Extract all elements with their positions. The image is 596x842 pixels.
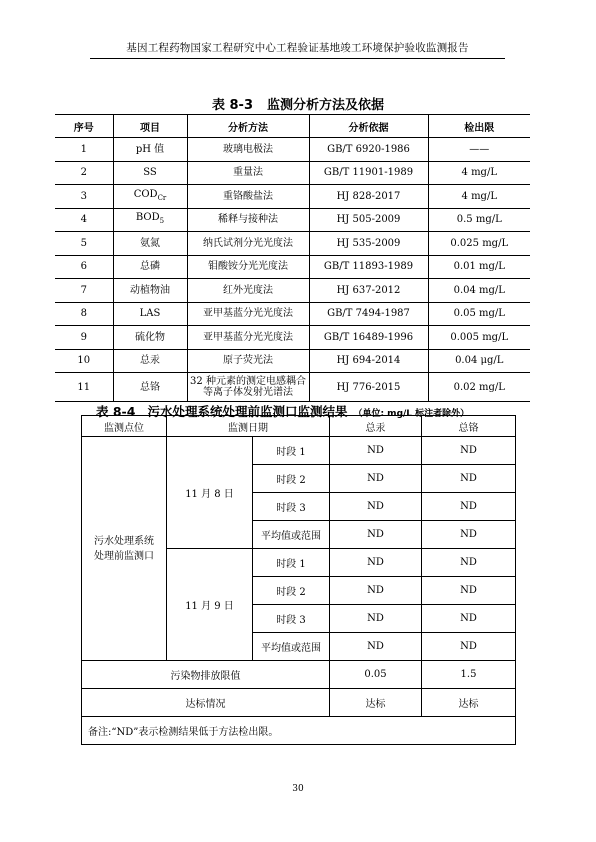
row-number: 7 — [55, 279, 113, 303]
page-number: 30 — [292, 784, 304, 794]
item-cell — [113, 161, 187, 185]
monitoring-location — [82, 437, 167, 661]
remark-text: 备注:“ND”表示检测结果低于方法检出限。 — [82, 717, 516, 745]
method-cell — [187, 185, 309, 209]
mercury-value: ND — [330, 437, 422, 465]
page-header: 基因工程药物国家工程研究中心工程验证基地竣工环境保护验收监测报告 — [90, 40, 505, 59]
date-day-2: 11 月 9 日 — [167, 549, 253, 661]
basis-cell: HJ 776-2015 — [309, 373, 428, 402]
chromium-value: ND — [422, 437, 516, 465]
chromium-value: ND — [422, 633, 516, 661]
date-day-1: 11 月 8 日 — [167, 437, 253, 549]
period-label: 平均值或范围 — [253, 633, 330, 661]
item-cell — [113, 255, 187, 279]
item-name: pH 值 — [135, 143, 165, 155]
method-cell — [187, 208, 309, 232]
detection-limit-cell: 0.005 mg/L — [428, 326, 530, 350]
header-no: 序号 — [55, 115, 113, 138]
table-8-4-caption: 污水处理系统处理前监测口监测结果 — [147, 404, 348, 419]
chromium-value: ND — [422, 577, 516, 605]
period-label: 时段 2 — [253, 465, 330, 493]
table-row — [55, 232, 530, 256]
row-number: 4 — [55, 208, 113, 232]
item-name: LAS — [139, 308, 161, 320]
chromium-value: ND — [422, 493, 516, 521]
table-row — [82, 437, 516, 465]
item-name: BOD — [135, 212, 160, 224]
period-label: 时段 2 — [253, 577, 330, 605]
method-cell — [187, 138, 309, 162]
method-text: 红外光度法 — [223, 284, 273, 296]
chromium-value: ND — [422, 465, 516, 493]
basis-cell: GB/T 11893-1989 — [309, 255, 428, 279]
item-cell — [113, 302, 187, 326]
header-chromium: 总铬 — [422, 416, 516, 437]
table-row — [55, 138, 530, 162]
item-cell — [113, 279, 187, 303]
compliance-mercury: 达标 — [330, 689, 422, 717]
table-row — [55, 185, 530, 209]
row-number: 1 — [55, 138, 113, 162]
table-row — [55, 373, 530, 402]
location-line-1: 污水处理系统 — [94, 535, 154, 547]
mercury-value: ND — [330, 493, 422, 521]
unit-note: （单位: mg/L 标注者除外） — [353, 409, 470, 419]
header-method: 分析方法 — [187, 115, 309, 138]
item-name: COD — [133, 188, 158, 200]
method-text-line-2: 等离子体发射光谱法 — [203, 387, 293, 398]
mercury-value: ND — [330, 577, 422, 605]
basis-cell: HJ 637-2012 — [309, 279, 428, 303]
limit-row — [82, 661, 516, 689]
method-cell — [187, 302, 309, 326]
item-name: 总汞 — [140, 355, 160, 367]
table-header-row — [55, 115, 530, 138]
table-header-row — [82, 416, 516, 437]
header-date: 监测日期 — [167, 416, 330, 437]
method-cell — [187, 279, 309, 303]
table-row — [55, 326, 530, 350]
method-cell — [187, 161, 309, 185]
method-cell — [187, 373, 309, 402]
method-cell — [187, 255, 309, 279]
table-8-3-title — [0, 94, 596, 113]
basis-cell: HJ 505-2009 — [309, 208, 428, 232]
chromium-value: ND — [422, 521, 516, 549]
method-text: 亚甲基蓝分光光度法 — [203, 308, 293, 320]
period-label: 时段 3 — [253, 605, 330, 633]
limit-chromium: 1.5 — [422, 661, 516, 689]
item-name: 氨氮 — [140, 237, 160, 249]
row-number: 8 — [55, 302, 113, 326]
table-row — [55, 349, 530, 373]
item-subscript: 5 — [159, 217, 165, 226]
detection-limit-cell: 4 mg/L — [428, 185, 530, 209]
detection-limit-cell: 0.025 mg/L — [428, 232, 530, 256]
compliance-row — [82, 689, 516, 717]
period-label: 时段 1 — [253, 549, 330, 577]
monitoring-results-table — [81, 415, 516, 745]
table-8-3-caption: 监测分析方法及依据 — [267, 98, 385, 113]
chromium-value: ND — [422, 549, 516, 577]
detection-limit-cell: 0.01 mg/L — [428, 255, 530, 279]
item-cell — [113, 232, 187, 256]
basis-cell: HJ 828-2017 — [309, 185, 428, 209]
table-row — [55, 161, 530, 185]
header-mercury: 总汞 — [330, 416, 422, 437]
mercury-value: ND — [330, 549, 422, 577]
method-text: 稀释与接种法 — [218, 214, 278, 226]
header-basis: 分析依据 — [309, 115, 428, 138]
item-name: 总铬 — [140, 381, 160, 393]
mercury-value: ND — [330, 521, 422, 549]
detection-limit-cell: —— — [428, 138, 530, 162]
header-limit: 检出限 — [428, 115, 530, 138]
detection-limit-cell: 0.04 μg/L — [428, 349, 530, 373]
basis-cell: GB/T 7494-1987 — [309, 302, 428, 326]
remark-row — [82, 717, 516, 745]
period-label: 时段 3 — [253, 493, 330, 521]
compliance-chromium: 达标 — [422, 689, 516, 717]
location-line-2: 处理前监测口 — [94, 550, 154, 562]
detection-limit-cell: 4 mg/L — [428, 161, 530, 185]
method-text: 玻璃电极法 — [223, 143, 273, 155]
item-cell — [113, 138, 187, 162]
detection-limit-cell: 0.5 mg/L — [428, 208, 530, 232]
basis-cell: HJ 535-2009 — [309, 232, 428, 256]
method-cell — [187, 326, 309, 350]
mercury-value: ND — [330, 465, 422, 493]
table-row — [55, 255, 530, 279]
header-location: 监测点位 — [82, 416, 167, 437]
compliance-label: 达标情况 — [82, 689, 330, 717]
basis-cell: HJ 694-2014 — [309, 349, 428, 373]
table-row — [55, 208, 530, 232]
mercury-value: ND — [330, 605, 422, 633]
method-text: 重量法 — [233, 167, 263, 179]
item-cell — [113, 208, 187, 232]
table-8-4-number: 表 8-4 — [96, 404, 136, 419]
detection-limit-cell: 0.05 mg/L — [428, 302, 530, 326]
detection-limit-cell: 0.02 mg/L — [428, 373, 530, 402]
period-label: 平均值或范围 — [253, 521, 330, 549]
row-number: 9 — [55, 326, 113, 350]
detection-limit-cell: 0.04 mg/L — [428, 279, 530, 303]
item-cell — [113, 373, 187, 402]
method-text: 原子荧光法 — [223, 355, 273, 367]
item-name: 硫化物 — [135, 331, 165, 343]
table-8-3-number: 表 8-3 — [211, 98, 253, 113]
analysis-methods-table — [55, 114, 530, 402]
table-row — [55, 279, 530, 303]
item-subscript: Cr — [157, 193, 167, 202]
item-name: 动植物油 — [130, 284, 170, 296]
method-text: 钼酸铵分光光度法 — [208, 261, 288, 273]
item-cell — [113, 185, 187, 209]
period-label: 时段 1 — [253, 437, 330, 465]
item-cell — [113, 326, 187, 350]
basis-cell: GB/T 11901-1989 — [309, 161, 428, 185]
row-number: 11 — [55, 373, 113, 402]
row-number: 2 — [55, 161, 113, 185]
method-text: 重铬酸盐法 — [223, 190, 273, 202]
row-number: 3 — [55, 185, 113, 209]
row-number: 6 — [55, 255, 113, 279]
chromium-value: ND — [422, 605, 516, 633]
mercury-value: ND — [330, 633, 422, 661]
item-name: 总磷 — [140, 261, 160, 273]
header-item: 项目 — [113, 115, 187, 138]
row-number: 10 — [55, 349, 113, 373]
method-text: 亚甲基蓝分光光度法 — [203, 331, 293, 343]
table-row — [55, 302, 530, 326]
item-name: SS — [143, 167, 157, 179]
item-cell — [113, 349, 187, 373]
basis-cell: GB/T 16489-1996 — [309, 326, 428, 350]
limit-label: 污染物排放限值 — [82, 661, 330, 689]
basis-cell: GB/T 6920-1986 — [309, 138, 428, 162]
method-text: 32 种元素的测定电感耦合 — [190, 376, 306, 387]
row-number: 5 — [55, 232, 113, 256]
limit-mercury: 0.05 — [330, 661, 422, 689]
method-cell — [187, 232, 309, 256]
method-text: 纳氏试剂分光光度法 — [203, 237, 293, 249]
method-cell — [187, 349, 309, 373]
